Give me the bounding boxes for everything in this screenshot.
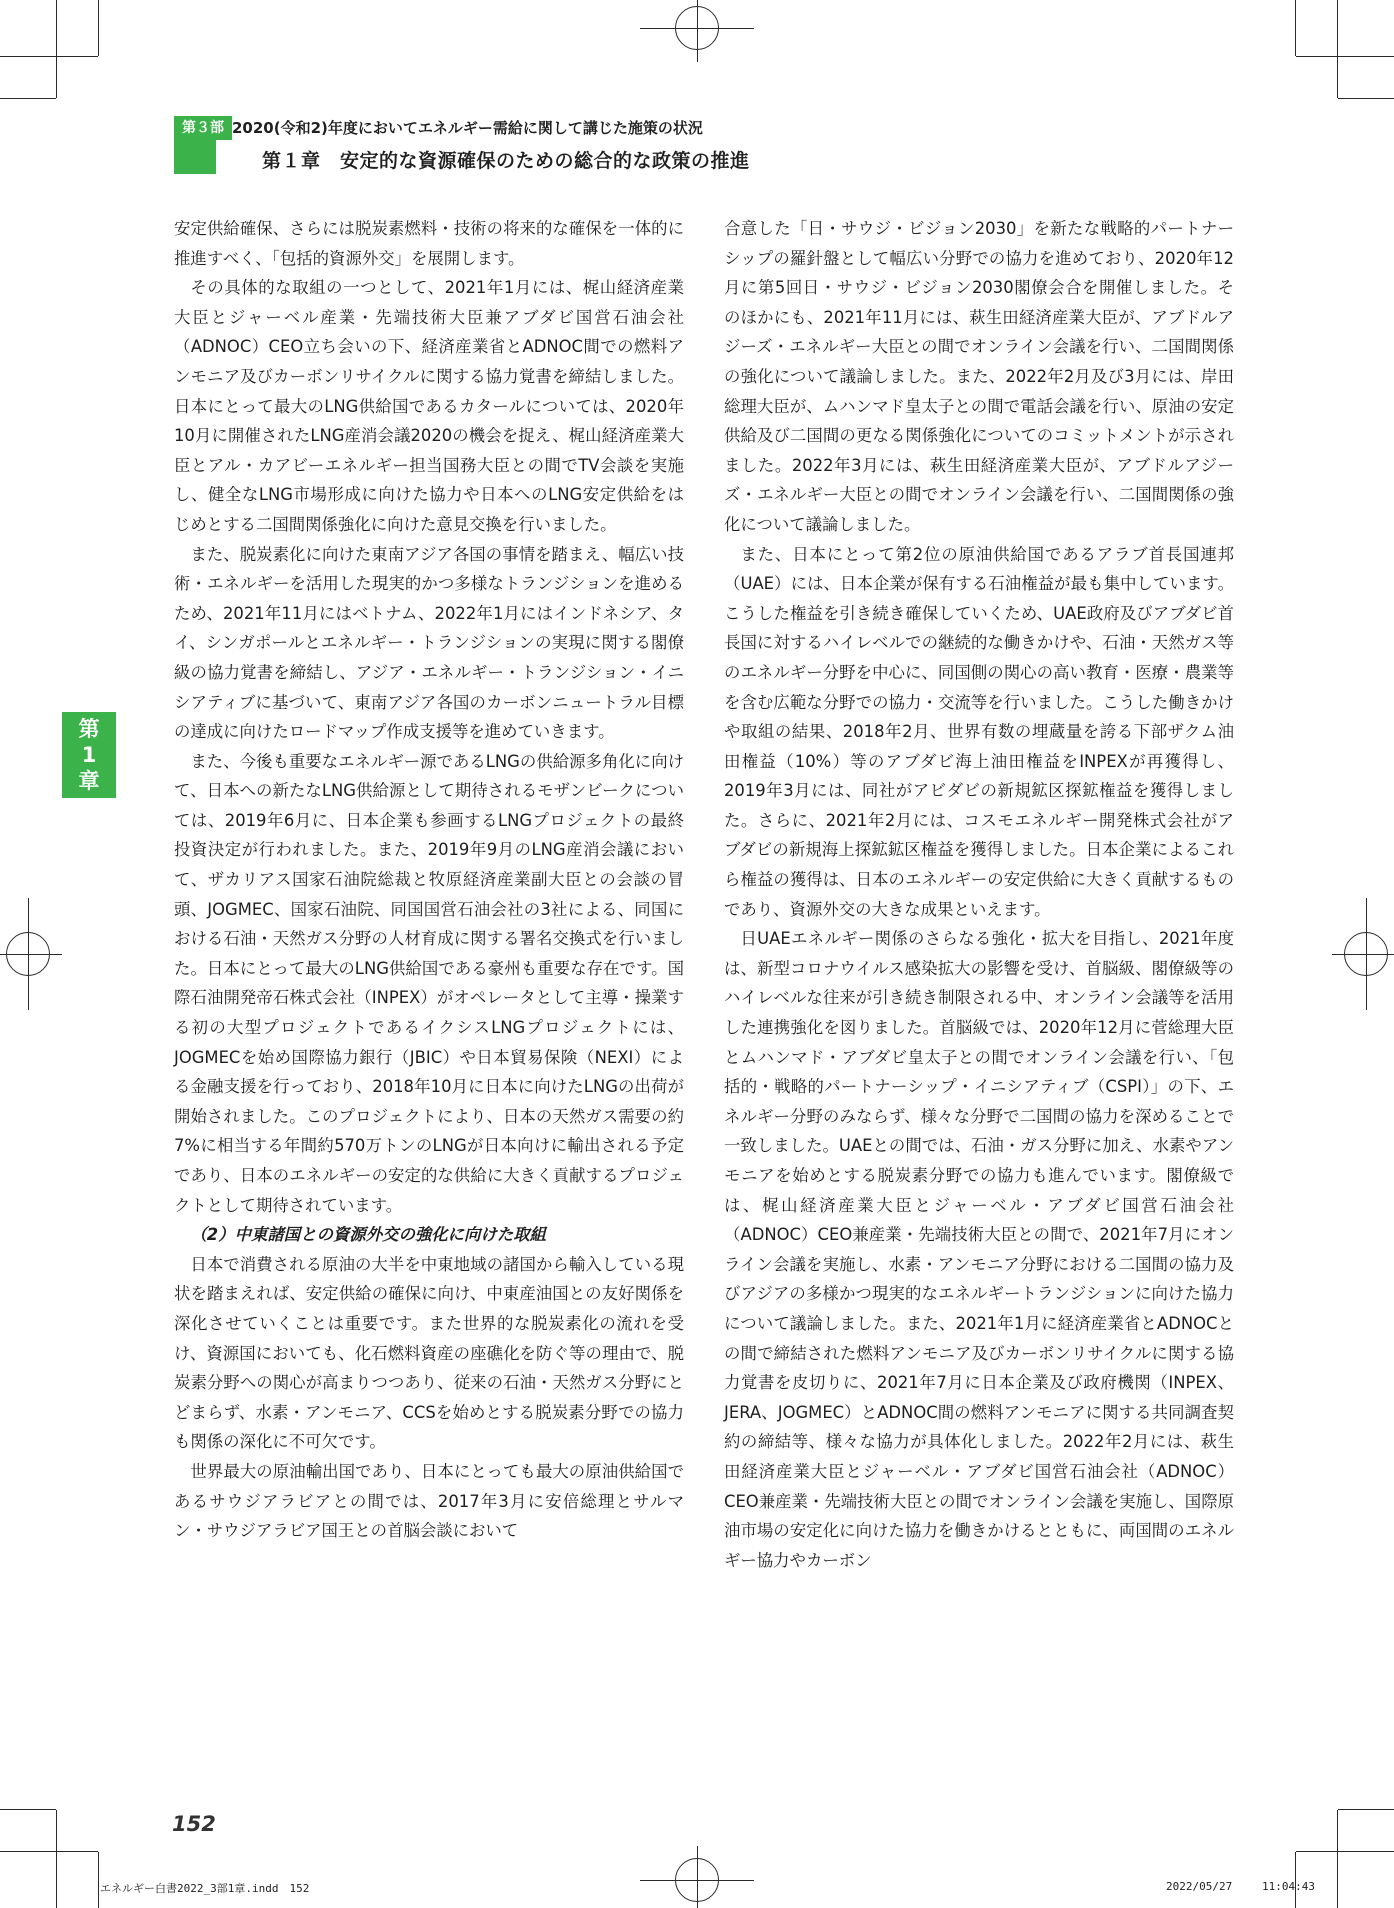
- crop-mark: [98, 0, 99, 56]
- crop-mark: [1332, 954, 1394, 955]
- side-tab-line: 1: [81, 743, 97, 767]
- right-column: [724, 214, 1234, 1575]
- crop-mark: [697, 0, 698, 62]
- crop-mark: [1295, 0, 1296, 56]
- crop-mark: [1366, 898, 1367, 1010]
- paragraph: また、脱炭素化に向けた東南アジア各国の事情を踏まえ、幅広い技術・エネルギーを活用した現実的かつ多様なトランジションを進めるため、2021年11月にはベトナム、2022年1月にはインドネシア、タイ、シンガポールとエネルギー・トランジションの実現に関する閣僚級の協力覚書を締結し、アジア・エネルギー・トランジション・イニシアティブに基づいて、東南アジア各国のカーボンニュートラル目標の達成に向けたロードマップ作成支援等を進めていきます。: [174, 544, 684, 742]
- chapter-side-tab: [62, 712, 116, 798]
- paragraph: その具体的な取組の一つとして、2021年1月には、梶山経済産業大臣とジャーベル産業・先端技術大臣兼アブダビ国営石油会社（ADNOC）CEO立ち会いの下、経済産業省とADNOC間での燃料アンモニア及びカーボンリサイクルに関する協力覚書を締結しました。日本にとって最大のLNG供給国であるカタールについては、2020年10月に開催されたLNG産消会議2020の機会を捉え、梶山経済産業大臣とアル・カアビーエネルギー担当国務大臣との間でTV会談を実施し、健全なLNG市場形成に向けた協力や日本へのLNG安定供給をはじめとする二国間関係強化に向けた意見交換を行いました。: [174, 278, 684, 534]
- paragraph: また、今後も重要なエネルギー源であるLNGの供給源多角化に向けて、日本への新たなLNG供給源として期待されるモザンビークについては、2019年6月に、日本企業も参画するLNGプロジェクトの最終投資決定が行われました。また、2019年9月のLNG産消会議において、ザカリアス国家石油院総裁と牧原経済産業副大臣との会談の冒頭、JOGMEC、国家石油院、同国国営石油会社の3社による、同国における石油・天然ガス分野の人材育成に関する署名交換式を行いました。日本にとって最大のLNG供給国である豪州も重要な存在です。国際石油開発帝石株式会社（INPEX）がオペレータとして主導・操業する初の大型プロジェクトであるイクシスLNGプロジェクトには、JOGMECを始め国際協力銀行（JBIC）や日本貿易保険（NEXI）による金融支援を行っており、2018年10月に日本に向けたLNGの出荷が開始されました。このプロジェクトにより、日本の天然ガス需要の約7%に相当する年間約570万トンのLNGが日本向けに輸出される予定であり、日本のエネルギーの安定的な供給に大きく貢献するプロジェクトとして期待されています。: [174, 751, 684, 1215]
- footer-file-info: エネルギー白書2022_3部1章.indd 152: [100, 1882, 310, 1895]
- paragraph: 日UAEエネルギー関係のさらなる強化・拡大を目指し、2021年度は、新型コロナウイルス感染拡大の影響を受け、首脳級、閣僚級等のハイレベルな往来が引き続き制限される中、オンライン会議等を活用した連携強化を図りました。首脳級では、2020年12月に菅総理大臣とムハンマド・アブダビ皇太子との間でオンライン会議を行い、「包括的・戦略的パートナーシップ・イニシアティブ（CSPI）」の下、エネルギー分野のみならず、様々な分野で二国間の協力を深めることで一致しました。UAEとの間では、石油・ガス分野に加え、水素やアンモニアを始めとする脱炭素分野での協力も進んでいます。閣僚級では、梶山経済産業大臣とジャーベル・アブダビ国営石油会社（ADNOC）CEO兼産業・先端技術大臣との間で、2021年7月にオンライン会議を実施し、水素・アンモニア分野における二国間の協力及びアジアの多様かつ現実的なエネルギートランジションに向けた協力について議論しました。また、2021年1月に経済産業省とADNOCとの間で締結された燃料アンモニア及びカーボンリサイクルに関する協力覚書を皮切りに、2021年7月に日本企業及び政府機関（INPEX、JERA、JOGMEC）とADNOC間の燃料アンモニアに関する共同調査契約の締結等、様々な協力が具体化しました。2022年2月には、萩生田経済産業大臣とジャーベル・アブダビ国営石油会社（ADNOC）CEO兼産業・先端技術大臣との間でオンライン会議を実施し、国際原油市場の安定化に向けた協力を働きかけるとともに、両国間のエネルギー協力やカーボン: [724, 929, 1234, 1570]
- crop-mark: [1338, 98, 1394, 99]
- paragraph: 安定供給確保、さらには脱炭素燃料・技術の将来的な確保を一体的に推進すべく、「包括的資源外交」を展開します。: [174, 219, 684, 268]
- crop-mark: [1337, 0, 1338, 98]
- crop-mark: [1296, 56, 1394, 57]
- paragraph: 世界最大の原油輸出国であり、日本にとっても最大の原油供給国であるサウジアラビアとの間では、2017年3月に安倍総理とサルマン・サウジアラビア国王との首脳会談において: [174, 1461, 684, 1541]
- footer-time: 11:04:43: [1262, 1880, 1315, 1893]
- crop-mark: [0, 954, 62, 955]
- crop-mark: [0, 1851, 98, 1852]
- side-tab-line: 第: [78, 717, 100, 741]
- section-heading: （2）中東諸国との資源外交の強化に向けた取組: [190, 1225, 546, 1245]
- crop-mark: [98, 1852, 99, 1908]
- crop-mark: [0, 98, 56, 99]
- side-tab-line: 章: [78, 769, 100, 793]
- page-number: 152: [172, 1812, 216, 1836]
- crop-mark: [28, 898, 29, 1010]
- paragraph: 日本で消費される原油の大半を中東地域の諸国から輸入している現状を踏まえれば、安定供給の確保に向け、中東産油国との友好関係を深化させていくことは重要です。また世界的な脱炭素化の流れを受け、資源国においても、化石燃料資産の座礁化を防ぐ等の理由で、脱炭素分野への関心が高まりつつあり、従来の石油・天然ガス分野にとどまらず、水素・アンモニア、CCSを始めとする脱炭素分野での協力も関係の深化に不可欠です。: [174, 1254, 684, 1452]
- paragraph: また、日本にとって第2位の原油供給国であるアラブ首長国連邦（UAE）には、日本企業が保有する石油権益が最も集中しています。こうした権益を引き続き確保していくため、UAE政府及びアブダビ首長国に対するハイレベルでの継続的な働きかけや、石油・天然ガス等のエネルギー分野を中心に、同国側の関心の高い教育・医療・農業等を含む広範な分野での協力・交流等を行いました。こうした働きかけや取組の結果、2018年2月、世界有数の埋蔵量を誇る下部ザクム油田権益（10%）等のアブダビ海上油田権益をINPEXが再獲得し、2019年3月には、同社がアビダビの新規鉱区探鉱権益を獲得しました。さらに、2021年2月には、コスモエネルギー開発株式会社がアブダビの新規海上探鉱鉱区権益を獲得しました。日本企業によるこれら権益の獲得は、日本のエネルギーの安定供給に大きく貢献するものであり、資源外交の大きな成果といえます。: [724, 544, 1234, 919]
- part-badge: 第３部: [174, 116, 232, 140]
- header-accent-bar: [174, 140, 216, 174]
- crop-mark: [1296, 1851, 1394, 1852]
- crop-mark: [0, 1809, 56, 1810]
- crop-mark: [0, 56, 98, 57]
- paragraph: 合意した「日・サウジ・ビジョン2030」を新たな戦略的パートナーシップの羅針盤として幅広い分野での協力を進めており、2020年12月に第5回日・サウジ・ビジョン2030閣僚会合を開催しました。そのほかにも、2021年11月には、萩生田経済産業大臣が、アブドルアジーズ・エネルギー大臣との間でオンライン会議を行い、二国間関係の強化について議論しました。また、2022年2月及び3月には、岸田総理大臣が、ムハンマド皇太子との間で電話会議を行い、原油の安定供給及び二国間の更なる関係強化についてのコミットメントが示されました。2022年3月には、萩生田経済産業大臣が、アブドルアジーズ・エネルギー大臣との間でオンライン会議を行い、二国間関係の強化について議論しました。: [724, 219, 1234, 534]
- crop-mark: [56, 1810, 57, 1908]
- crop-mark: [56, 0, 57, 98]
- crop-mark: [1337, 1810, 1338, 1908]
- crop-mark: [697, 1846, 698, 1908]
- part-title: 2020(令和2)年度においてエネルギー需給に関して講じた施策の状況: [232, 119, 703, 137]
- chapter-title: 第１章 安定的な資源確保のための総合的な政策の推進: [262, 150, 750, 172]
- footer-date: 2022/05/27: [1166, 1880, 1233, 1893]
- left-column: [174, 214, 684, 1546]
- crop-mark: [1338, 1809, 1394, 1810]
